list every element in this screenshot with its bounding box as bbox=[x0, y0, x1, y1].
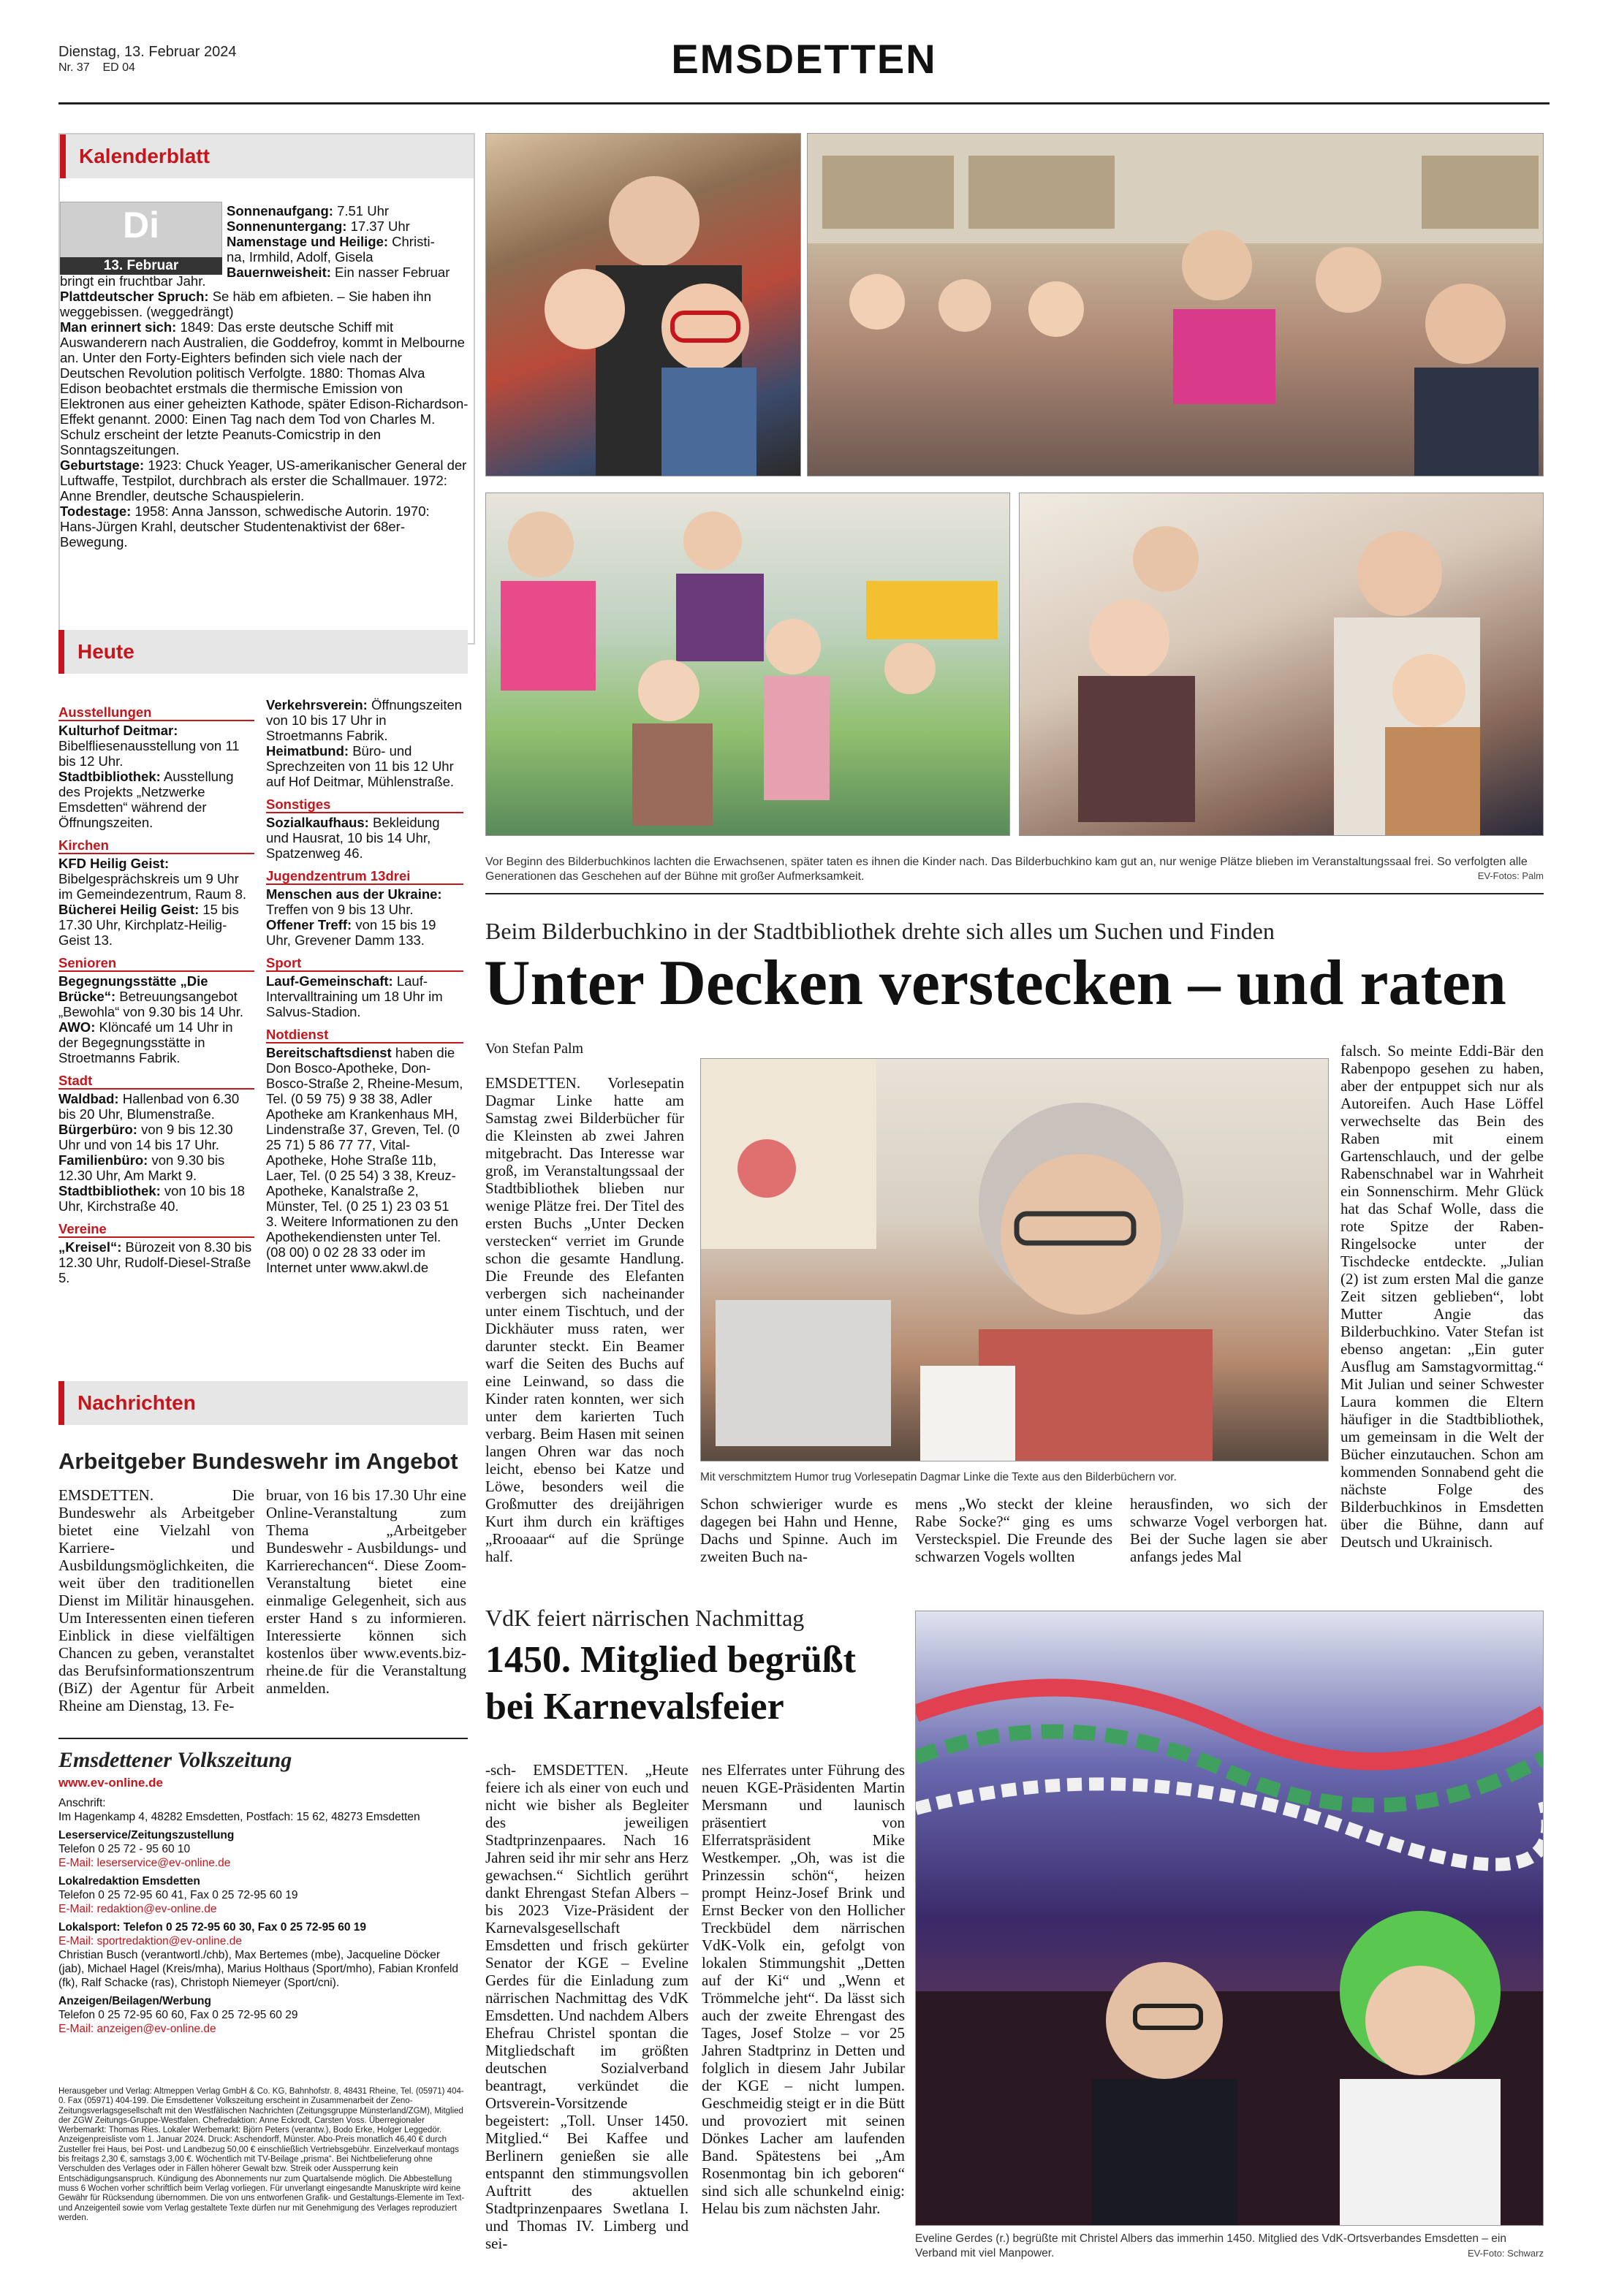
kalender-entry-text: 1849: Das erste deutsche Schiff mit Auswanderern nach Australien, die Goddefroy, kommt in Melbourne an. Unter den Forty-Eighters befinden sich viele nach der Deutschen Revolution politisch Verfolgte. 1880: Thomas Alva Edison beobachtet erstmals die thermische Emission von Elektronen aus einer geheizten Kathode, später Edison-Richardson-Effekt genannt. 2000: Einen Tag nach dem Tod von Charles M. Schulz erscheint der letzte Peanuts-Comicstrip in den Sonntagszeitungen. bbox=[60, 319, 469, 457]
heute-head: Heute bbox=[58, 630, 468, 674]
masthead-rule bbox=[58, 102, 1550, 104]
heute-item bbox=[58, 1183, 254, 1214]
story2-photo-caption: Eveline Gerdes (r.) begrüßte mit Christel Albers das immerhin 1450. Mitglied des VdK-Ortsverbandes Emsdetten – ein Verband mit viel Manpower. bbox=[915, 2232, 1506, 2259]
heute-item-text: Betreuungsangebot „Bewohla“ von 9.30 bis 14 Uhr. bbox=[58, 989, 243, 1019]
heute-item-label: Heimatbund: bbox=[266, 743, 349, 759]
heute-item bbox=[266, 697, 463, 743]
photo-carnival-art bbox=[916, 1611, 1544, 2226]
heute-right-column bbox=[266, 697, 463, 1275]
heute-category: Ausstellungen bbox=[58, 704, 254, 721]
kalender-fact bbox=[227, 249, 472, 265]
impressum-line: Telefon 0 25 72 - 95 60 10 bbox=[58, 1843, 191, 1855]
story1-headline: Unter Decken verstecken – und raten bbox=[484, 948, 1506, 1019]
heute-item-text: Bürozeit von 8.30 bis 12.30 Uhr, Rudolf-Diesel-Straße 5. bbox=[58, 1239, 252, 1285]
heute-item-text: Bibelgesprächskreis um 9 Uhr im Gemeindezentrum, Raum 8. bbox=[58, 871, 247, 902]
heute-item-text: Hallenbad von 6.30 bis 20 Uhr, Blumenstraße. bbox=[58, 1091, 240, 1122]
heute-item bbox=[58, 1019, 254, 1065]
kalender-entry bbox=[60, 273, 469, 289]
heute-item bbox=[266, 815, 463, 861]
story2-headline-line1: 1450. Mitglied begrüßt bbox=[485, 1639, 856, 1681]
photo-children-seated bbox=[485, 493, 1010, 836]
kalender-fact-label: Bauernweisheit: bbox=[227, 265, 331, 280]
story-rule bbox=[485, 893, 1544, 894]
heute-item-label: Bereitschaftsdienst bbox=[266, 1045, 392, 1060]
heute-item-text: von 9 bis 12.30 Uhr und von 14 bis 17 Uhr. bbox=[58, 1122, 233, 1152]
issue-number: Nr. 37 bbox=[58, 61, 90, 74]
photo-audience bbox=[807, 133, 1544, 476]
impressum-line[interactable]: E-Mail: leserservice@ev-online.de bbox=[58, 1857, 231, 1869]
story2-credit: EV-Foto: Schwarz bbox=[1467, 2248, 1544, 2259]
heute-item-text: von 15 bis 19 Uhr, Grevener Damm 133. bbox=[266, 917, 436, 948]
photo-mother-child bbox=[485, 133, 801, 476]
story2-col1: -sch- EMSDETTEN. „Heute feiere ich als einer von euch und nicht wie bisher als Begleiter des jeweiligen Stadtprinzenpaares. Nach 16 Jahren seid ihr mir sehr ans Herz gewachsen.“ Sichtlich gerührt dankt Ehrengast Stefan Albers – bis 2023 Vize-Präsident der Karnevalsgesellschaft Emsdetten und frisch gekürter Senator der KGE – Eveline Gerdes für die Einladung zum närrischen Nachmittag des VdK Emsdetten. Und nachdem Albers Ehefrau Christel spontan die Mitgliedschaft im größten deutschen Sozialverband beantragt, verkündet die Ortsverein-Vorsitzende begeistert: „Toll. Unser 1450. Mitglied.“ Bei Kaffee und Berlinern genießen sie alle entspannt den stimmungsvollen Auftritt des aktuellen Stadtprinzenpaares Swetlana I. und Thomas IV. Limberg und sei- bbox=[485, 1761, 689, 2252]
impressum-line: Leserservice/Zeitungszustellung bbox=[58, 1829, 235, 1841]
kalender-facts bbox=[227, 203, 472, 280]
heute-item-text: Treffen von 9 bis 13 Uhr. bbox=[266, 902, 414, 917]
heute-item-label: Begegnungsstätte „Die Brücke“: bbox=[58, 973, 208, 1004]
nachrichten-col1: EMSDETTEN. Die Bundeswehr als Arbeitgeber bietet eine Vielzahl von Karriere- und Ausbildungsmöglichkeiten, die weit über den traditionellen Dienst im Militär hinausgehen. Um Interessenten einen tieferen Einblick in diese vielfältigen Chancen zu geben, veranstaltet das Berufsinformationszentrum (BiZ) der Agentur für Arbeit Rheine am Dienstag, 13. Fe- bbox=[58, 1486, 254, 1714]
impressum-line: Lokalsport: Telefon 0 25 72-95 60 30, Fax 0 25 72-95 60 19 bbox=[58, 1921, 367, 1934]
kalender-entry bbox=[60, 503, 469, 550]
heute-item bbox=[58, 902, 254, 948]
heute-item-label: Menschen aus der Ukraine: bbox=[266, 886, 442, 902]
heute-item-label: Stadtbibliothek: bbox=[58, 769, 161, 784]
nachrichten-header bbox=[58, 1381, 468, 1425]
impressum-line: Lokalredaktion Emsdetten bbox=[58, 1875, 200, 1888]
nachrichten-title: Arbeitgeber Bundeswehr im Angebot bbox=[58, 1448, 458, 1474]
heute-item bbox=[58, 1122, 254, 1152]
heute-item-text: haben die Don Bosco-Apotheke, Don-Bosco-Straße 2, Rheine-Mesum, Tel. (0 59 75) 9 38 38, Adler Apotheke am Krankenhaus MH, Lindenstraße 37, Greven, Tel. (0 25 71) 5 86 77 77, Vital-Apotheke, Hohe Straße 11b, Laer, Tel. (0 25 54) 3 38, Kreuz-Apotheke, Kanalstraße 2, Münster, Tel. (0 25 1) 23 03 51 3. Weitere Informationen zu den Apothekendiensten unter Tel. (08 00) 0 02 28 33 oder im Internet unter www.akwl.de bbox=[266, 1045, 463, 1275]
heute-category: Jugendzentrum 13drei bbox=[266, 868, 463, 885]
kalender-fact bbox=[227, 234, 472, 249]
story2-headline-line2: bei Karnevalsfeier bbox=[485, 1686, 784, 1727]
kalender-entry-text: 1958: Anna Jansson, schwedische Autorin. 1970: Hans-Jürgen Krahl, deutscher Studentenaktivist der 68er-Bewegung. bbox=[60, 503, 430, 550]
heute-item-text: 15 bis 17.30 Uhr, Kirchplatz-Heilig-Geist 13. bbox=[58, 902, 239, 948]
kalender-fact-label: Sonnenaufgang: bbox=[227, 203, 333, 218]
heute-item-label: Sozialkaufhaus: bbox=[266, 815, 369, 830]
heute-item bbox=[58, 973, 254, 1019]
heute-item-label: Waldbad: bbox=[58, 1091, 119, 1106]
kalender-entry-text: Se häb em afbieten. – Sie haben ihn weggebissen. (weggedrängt) bbox=[60, 289, 431, 319]
edition-code: ED 04 bbox=[102, 61, 135, 74]
photos-credit: EV-Fotos: Palm bbox=[1477, 870, 1544, 881]
heute-item-label: Familienbüro: bbox=[58, 1152, 148, 1168]
heute-item-text: Bekleidung und Hausrat, 10 bis 14 Uhr, Spatzenweg 46. bbox=[266, 815, 440, 861]
impressum-fineprint: Herausgeber und Verlag: Altmeppen Verlag GmbH & Co. KG, Bahnhofstr. 8, 48431 Rheine, Tel. (05971) 404-0. Fax (05971) 404-199. Die Emsdettener Volkszeitung erscheint in Zusammenarbeit der Zeno-Zeitungsverlagsgesellschaft mit den Westfälischen Nachrichten (Zeitungsgruppe Münsterland/ZGM), Mitglied der ZGW Zeitungs-Gruppe-Westfalen. Chefredaktion: Anne Eckrodt, Carsten Voss. Überregionaler Werbemarkt: Thomas Ries. Lokaler Werbemarkt: Björn Peters (verantw.), Bodo Erke, Holger Leggedör. Anzeigenpreisliste vom 1. Januar 2024. Druck: Aschendorff, Münster. Abo-Preis monatlich 46,40 € durch Zusteller frei Haus, bei Post- und Landbezug 50,00 € einschließlich Vertriebsgebühr. Einzelverkauf montags bis freitags 2,30 €, samstags 3,00 €. Wöchentlich mit TV-Beilage „prisma“. Bei Nichtbelieferung ohne Verschulden des Verlages oder in Fällen höherer Gewalt bzw. Streik oder Aussperrung kein Entschädigungsanspruch. Kündigung des Abonnements nur zum Quartalsende möglich. Die Abbestellung muss 6 Wochen vorher schriftlich beim Verlag vorliegen. Für unverlangt eingesandte Manuskripte wird keine Gewähr für Rücksendung übernommen. Die von uns entworfenen Grafik- und Gestaltungs-Elemente im Text- und Anzeigenteil sowie vom Verlag gestaltete Texte dürfen nur mit Genehmigung des Verlages reproduziert werden. bbox=[58, 2087, 465, 2222]
nachrichten-col2: bruar, von 16 bis 17.30 Uhr eine Online-Veranstaltung zum Thema „Arbeitgeber Bundeswehr - Ausbildungs- und Karrierechancen“. Diese Zoom-Veranstaltung bietet eine einmalige Gelegenheit, sich aus erster Hand s zu informieren. Interessierte können sich kostenlos über www.events.biz-rheine.de für die Veranstaltung anmelden. bbox=[266, 1486, 466, 1697]
story2-kicker: VdK feiert närrischen Nachmittag bbox=[485, 1605, 805, 1631]
impressum-line: Christian Busch (verantwortl./chb), Max Bertemes (mbe), Jacqueline Döcker (jab), Michael Hagel (Kreis/mha), Marius Holthaus (Sport/mho), Fabian Kronfeld (fk), Ralf Schacke (ras), Christoph Niemeyer (Sport/cni). bbox=[58, 1949, 459, 1989]
heute-item-text: Büro- und Sprechzeiten von 11 bis 12 Uhr auf Hof Deitmar, Mühlenstraße. bbox=[266, 743, 455, 789]
heute-item-label: AWO: bbox=[58, 1019, 96, 1035]
heute-item bbox=[58, 723, 254, 769]
heute-item-label: „Kreisel“: bbox=[58, 1239, 122, 1255]
photo-reader bbox=[700, 1058, 1329, 1461]
kalender-entry bbox=[60, 289, 469, 319]
heute-item bbox=[266, 917, 463, 948]
heute-item bbox=[58, 1239, 254, 1285]
heute-header bbox=[58, 630, 468, 681]
heute-item bbox=[58, 1152, 254, 1183]
kalender-entry-text: 1923: Chuck Yeager, US-amerikanischer General der Luftwaffe, Testpilot, durchbrach als erster die Schallmauer. 1972: Anne Brendler, deutsche Schauspielerin. bbox=[60, 457, 467, 503]
kalender-entry bbox=[60, 319, 469, 457]
impressum-line[interactable]: E-Mail: redaktion@ev-online.de bbox=[58, 1903, 217, 1915]
photos-caption: Vor Beginn des Bilderbuchkinos lachten die Erwachsenen, später taten es ihnen die Kinder nach. Das Bilderbuchkino kam gut an, nur wenige Plätze blieben im Veranstaltungssaal frei. So verfolgten alle Generationen das Geschehen auf der Bühne mit großer Aufmerksamkeit. bbox=[485, 856, 1528, 883]
photo-family-group-art bbox=[1020, 493, 1544, 836]
heute-category: Sport bbox=[266, 955, 463, 972]
kalender-fact bbox=[227, 218, 472, 234]
heute-item-text: Ausstellung des Projekts „Netzwerke Emsdetten“ während der Öffnungszeiten. bbox=[58, 769, 234, 830]
story1-photo-caption: Mit verschmitztem Humor trug Vorlesepatin Dagmar Linke die Texte aus den Bilderbüchern vor. bbox=[700, 1471, 1177, 1483]
heute-item-label: Stadtbibliothek: bbox=[58, 1183, 161, 1198]
impressum-line: Telefon 0 25 72-95 60 60, Fax 0 25 72-95 60 29 bbox=[58, 2009, 298, 2021]
heute-item bbox=[58, 856, 254, 902]
story1-col3: mens „Wo steckt der kleine Rabe Socke?“ ging es ums Versteckspiel. Die Freunde des schwarzen Vogels wollten bbox=[915, 1495, 1112, 1565]
photo-carnival bbox=[915, 1611, 1544, 2226]
story1-author: Von Stefan Palm bbox=[485, 1041, 584, 1057]
website-link[interactable]: www.ev-online.de bbox=[58, 1776, 163, 1790]
kalender-text bbox=[60, 273, 469, 550]
kalender-fact-text: na, Irmhild, Adolf, Gisela bbox=[227, 249, 373, 265]
kalender-entry bbox=[60, 457, 469, 503]
photo-audience-art bbox=[808, 134, 1544, 476]
kalender-entry-label: Todestage: bbox=[60, 503, 132, 519]
kalender-fact-text: 7.51 Uhr bbox=[337, 203, 390, 218]
impressum-line: Telefon 0 25 72-95 60 41, Fax 0 25 72-95 60 19 bbox=[58, 1889, 298, 1901]
story1-col5: falsch. So meinte Eddi-Bär den Rabenpopo gesehen zu haben, aber der entpuppet sich nur als Autoreifen. Auch Hase Löffel verwechselte das Bein des Raben mit einem Gartenschlauch, und der gelbe Rabenschnabel war in Wahrheit ein Sonnenschirm. Mehr Glück hat das Schaf Wolle, dass die rote Spitze der Raben-Ringelsocke unter der Tischdecke entdeckte. „Julian (2) ist zum ersten Mal die ganze Zeit sitzen geblieben“, lobt Mutter Angie das Bilderbuchkino. Vater Stefan ist ebenso angetan: „Ein guter Ausflug am Samstagvormittag.“ Mit Julian und seiner Schwester Laura kommen die Eltern häufiger in die Stadtbibliothek, um gemeinsam in die Welt der Bücher einzutauchen. Schon am kommenden Sonnabend geht die nächste Folge des Bilderbuchkinos in Emsdetten über die Bühne, dann auf Deutsch und Ukrainisch. bbox=[1340, 1042, 1544, 1551]
photo-children-seated-art bbox=[486, 493, 1010, 836]
heute-item-label: KFD Heilig Geist: bbox=[58, 856, 170, 871]
kalender-entry-label: Plattdeutscher Spruch: bbox=[60, 289, 209, 304]
kalender-fact-label: Sonnenuntergang: bbox=[227, 218, 347, 234]
heute-item-label: Bürgerbüro: bbox=[58, 1122, 137, 1137]
heute-category: Vereine bbox=[58, 1221, 254, 1238]
heute-item bbox=[266, 743, 463, 789]
heute-item bbox=[58, 1091, 254, 1122]
heute-item-label: Bücherei Heilig Geist: bbox=[58, 902, 200, 917]
day-badge bbox=[60, 202, 222, 259]
impressum-line[interactable]: E-Mail: anzeigen@ev-online.de bbox=[58, 2023, 216, 2035]
kalender-box bbox=[58, 133, 475, 645]
day-abbrev: Di bbox=[123, 205, 159, 246]
story1-col2: Schon schwieriger wurde es dagegen bei Hahn und Henne, Dachs und Spinne. Auch im zweiten Buch na- bbox=[700, 1495, 898, 1565]
section-title: EMSDETTEN bbox=[671, 36, 937, 82]
story1-kicker: Beim Bilderbuchkino in der Stadtbibliothek drehte sich alles um Suchen und Finden bbox=[485, 918, 1275, 944]
heute-left-column bbox=[58, 697, 254, 1285]
impressum-line: Anschrift: bbox=[58, 1797, 106, 1809]
story2-col2: nes Elferrates unter Führung des neuen KGE-Präsidenten Martin Mersmann und launisch präsentiert von Elferratspräsident Mike Westkemper. „Oh, was ist die Prinzessin schön“, heizen prompt Heinz-Josef Brink und Ernst Becker von den Hollicher Treckbüdel dem närrischen VdK-Volk ein, gefolgt von lokalen Stimmungshit „Detten auf der Ki“ und „Wenn et Trömmelche jeht“. Da lässt sich auch der zweite Ehrengast des Tages, Josef Stolze – vor 25 Jahren Stadtprinz in Detten und folglich in diesem Jahr Jubilar der KGE – nicht lumpen. Geschmeidig steigt er in die Bütt und provoziert mit seinen Dönkes Lacher am laufenden Band. Spätestens bei „Am Rosenmontag bin ich geboren“ sind sich alle schunkelnd einig: Helau bis zum nächsten Jahr. bbox=[702, 1761, 905, 2217]
kalender-fact-text: Ein nasser Februar bbox=[335, 265, 450, 280]
divider bbox=[58, 1738, 468, 1739]
impressum-line: Im Hagenkamp 4, 48282 Emsdetten, Postfach: 15 62, 48273 Emsdetten bbox=[58, 1811, 420, 1823]
heute-item-label: Lauf-Gemeinschaft: bbox=[266, 973, 393, 989]
kalender-fact bbox=[227, 203, 472, 218]
day-date: 13. Februar bbox=[60, 257, 222, 275]
photo-reader-art bbox=[701, 1059, 1329, 1461]
impressum-line[interactable]: E-Mail: sportredaktion@ev-online.de bbox=[58, 1935, 242, 1947]
story2-headline bbox=[485, 1637, 856, 1730]
photo-family-group bbox=[1019, 493, 1544, 836]
impressum-line: Anzeigen/Beilagen/Werbung bbox=[58, 1995, 211, 2007]
kalender-entry-label: Geburtstage: bbox=[60, 457, 145, 473]
kalender-head: Kalenderblatt bbox=[60, 134, 474, 178]
heute-item-text: von 10 bis 18 Uhr, Kirchstraße 40. bbox=[58, 1183, 245, 1214]
newspaper-logo: Emsdettener Volkszeitung bbox=[58, 1748, 292, 1772]
kalender-entry-label: Man erinnert sich: bbox=[60, 319, 177, 335]
impressum-contacts bbox=[58, 1796, 468, 2036]
kalender-fact-text: Christi- bbox=[392, 234, 435, 249]
heute-item-label: Offener Treff: bbox=[266, 917, 352, 932]
heute-category: Senioren bbox=[58, 955, 254, 972]
heute-item-text: Bibelfliesenausstellung von 11 bis 12 Uhr. bbox=[58, 738, 240, 769]
story1-col4: herausfinden, wo sich der schwarze Vogel verborgen hat. Bei der Suche lagen sie aber anfangs jedes Mal bbox=[1130, 1495, 1327, 1565]
heute-item bbox=[266, 1045, 463, 1275]
heute-item-label: Verkehrsverein: bbox=[266, 697, 368, 712]
story1-col1: EMSDETTEN. Vorlesepatin Dagmar Linke hatte am Samstag zwei Bilderbücher für die Kleinsten ab zwei Jahren mitgebracht. Das Interesse war groß, im Veranstaltungssaal der Stadtbibliothek blieben nur wenige Plätze frei. Der Titel des ersten Buchs „Unter Decken verstecken“ verriet im Grunde schon die gesamte Handlung. Die Freunde des Elefanten verbergen sich nacheinander unter einem Tischtuch, und der Dickhäuter muss raten, wer darunter steckt. Ein Beamer warf die Seiten des Buchs auf eine Leinwand, so dass die Kinder raten konnten, wer sich unter dem karierten Tuch verbarg. Beim Hasen mit seinen langen Ohren war das noch leicht, ebenso bei Katze und Löwe, besonders weil die Großmutter des dreijährigen Kurt ihm durch ein kräftiges „Rrooaaar“ auf die Sprünge half. bbox=[485, 1074, 684, 1565]
heute-item bbox=[58, 769, 254, 830]
kalender-fact-label: Namenstage und Heilige: bbox=[227, 234, 389, 249]
heute-category: Notdienst bbox=[266, 1027, 463, 1044]
heute-item-label: Kulturhof Deitmar: bbox=[58, 723, 178, 738]
heute-category: Stadt bbox=[58, 1073, 254, 1090]
kalender-fact-text: 17.37 Uhr bbox=[350, 218, 410, 234]
heute-item-text: Klöncafé um 14 Uhr in der Begegnungsstätte in Stroetmanns Fabrik. bbox=[58, 1019, 233, 1065]
heute-category: Sonstiges bbox=[266, 797, 463, 813]
heute-item bbox=[266, 886, 463, 917]
heute-item-text: von 9.30 bis 12.30 Uhr, Am Markt 9. bbox=[58, 1152, 225, 1183]
heute-item-text: Öffnungszeiten von 10 bis 17 Uhr in Stroetmanns Fabrik. bbox=[266, 697, 463, 743]
heute-category: Kirchen bbox=[58, 837, 254, 854]
nachrichten-head: Nachrichten bbox=[58, 1381, 468, 1425]
issue-date: Dienstag, 13. Februar 2024 bbox=[58, 44, 237, 60]
heute-item-text: Lauf-Intervalltraining um 18 Uhr im Salvus-Stadion. bbox=[266, 973, 443, 1019]
photo-mother-child-art bbox=[486, 134, 801, 476]
heute-item bbox=[266, 973, 463, 1019]
kalender-entry-text: bringt ein fruchtbar Jahr. bbox=[60, 273, 206, 289]
